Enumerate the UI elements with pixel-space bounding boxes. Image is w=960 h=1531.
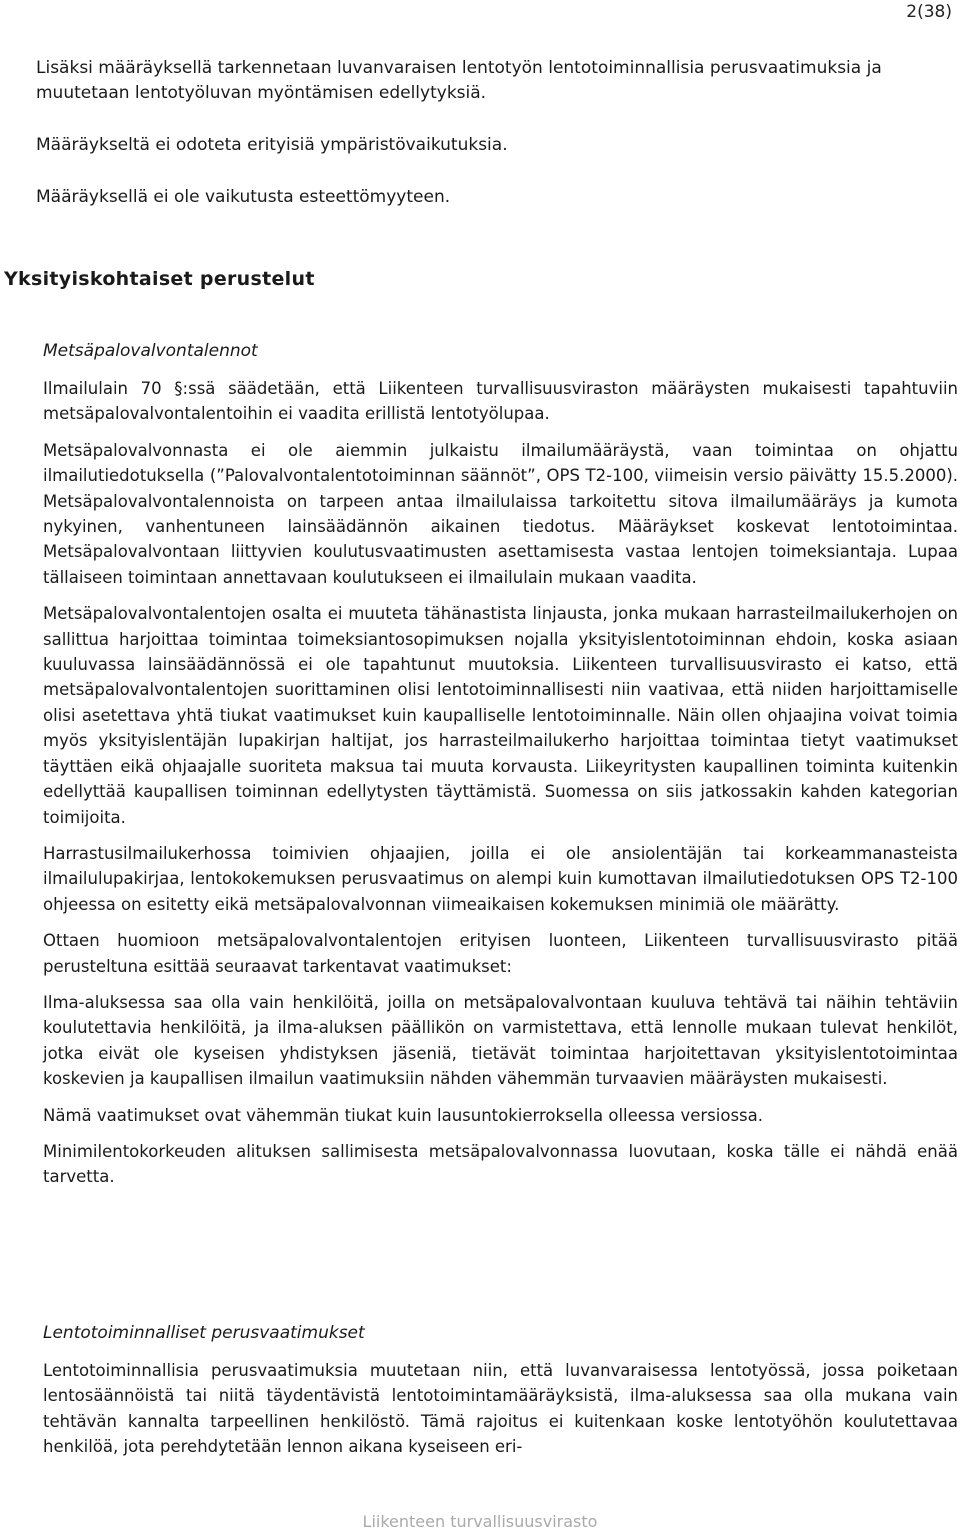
body-paragraph: Minimilentokorkeuden alituksen sallimisesta metsäpalovalvonnassa luovutaan, koska tälle ei nähdä enää tarvetta. [43, 1141, 958, 1187]
section-heading-metsapalovalvontalennot: Metsäpalovalvontalennot [43, 341, 258, 361]
body-paragraph: Lentotoiminnallisia perusvaatimuksia muutetaan niin, että luvanvaraisessa lentotyössä, jossa poiketaan lentosäännöistä tai niitä täydentävistä lentotoimintamääräyksistä, ilma-aluksessa saa olla mukana vain tehtävän kannalta tarpeellinen henkilöstö. Tämä rajoitus ei kuitenkaan koske lentotyöhön koulutettavaa henkilöä, jota perehdytetään lennon aikana kyseiseen eri- [43, 1361, 958, 1457]
body-paragraph: Metsäpalovalvonnasta ei ole aiemmin julkaistu ilmailumääräystä, vaan toimintaa on ohjattu ilmailutiedotuksella (”Palovalvontalentotoiminnan säännöt”, OPS T2-100, viimeisin versio päivätty 15.5.2000). Metsäpalovalvontalennoista on tarpeen antaa ilmailulaissa tarkoitettu sitova ilmailumääräys ja kumota nykyinen, vanhentuneen lainsäädännön aikainen tiedotus. Määräykset koskevat lentotoimintaa. Metsäpalovalvontaan liittyvien koulutusvaatimusten asettamisesta vastaa lentojen toimeksiantaja. Lupaa tällaiseen toimintaan annettavaan koulutukseen ei ilmailulain mukaan vaadita. [43, 440, 958, 587]
page-number: 2(38) [906, 2, 952, 22]
intro-paragraph: Määräyksellä ei ole vaikutusta esteettömyyteen. [36, 187, 451, 207]
section-heading-lentotoiminnalliset-perusvaatimukset: Lentotoiminnalliset perusvaatimukset [43, 1323, 365, 1343]
main-heading: Yksityiskohtaiset perustelut [4, 268, 315, 290]
body-paragraph: Ottaen huomioon metsäpalovalvontalentojen erityisen luonteen, Liikenteen turvallisuusvirasto pitää perusteltuna esittää seuraavat tarkentavat vaatimukset: [43, 931, 958, 976]
body-paragraph: Nämä vaatimukset ovat vähemmän tiukat kuin lausuntokierroksella olleessa versiossa. [43, 1105, 763, 1125]
body-paragraph: Ilmailulain 70 §:ssä säädetään, että Liikenteen turvallisuusviraston määräysten mukaisesti tapahtuviin metsäpalovalvontalentoihin ei vaadita erillistä lentotyölupaa. [43, 379, 958, 424]
body-paragraph: Metsäpalovalvontalentojen osalta ei muuteta tähänastista linjausta, jonka mukaan harrasteilmailukerhojen on sallittua harjoittaa toimintaa toimeksiantosopimuksen nojalla yksityislentotoiminnan ehdoin, koska asiaan kuuluvassa lainsäädännössä ei ole tapahtunut muutoksia. Liikenteen turvallisuusvirasto ei katso, että metsäpalovalvontalentojen suorittaminen olisi lentotoiminnallisesti niin vaativaa, että niiden harjoittamiselle olisi asetettava yhtä tiukat vaatimukset kuin kaupalliselle lentotoiminnalle. Näin ollen ohjaajina voivat toimia myös yksityislentäjän lupakirjan haltijat, jos harrasteilmailukerho harjoittaa toimintaa tietyt vaatimukset täyttäen eikä ohjaajalle suoriteta maksua tai muuta korvausta. Liikeyritysten kaupallinen toiminta kuitenkin edellyttää kaupallisen toiminnan edellytysten täyttämistä. Suomessa on siis jatkossakin kahden kategorian toimijoita. [43, 604, 958, 827]
intro-paragraph: Lisäksi määräyksellä tarkennetaan luvanvaraisen lentotyön lentotoiminnallisia perusvaatimuksia ja muutetaan lentotyöluvan myöntämisen edellytyksiä. [36, 58, 882, 103]
body-paragraph: Ilma-aluksessa saa olla vain henkilöitä, joilla on metsäpalovalvontaan kuuluva tehtävä tai näihin tehtäviin koulutettavia henkilöitä, ja ilma-aluksen päällikön on varmistettava, että lennolle mukaan tulevat henkilöt, jotka eivät ole kyseisen yhdistyksen jäseniä, tietävät toimintaa harjoitettavan yksityislentotoimintaa koskevien ja kaupallisen ilmailun vaatimuksiin nähden vähemmän turvaavien määräysten mukaisesti. [43, 992, 958, 1089]
intro-paragraph: Määräykseltä ei odoteta erityisiä ympäristövaikutuksia. [36, 135, 508, 155]
body-paragraph: Harrastusilmailukerhossa toimivien ohjaajien, joilla ei ole ansiolentäjän tai korkeammanasteista ilmailulupakirjaa, lentokokemuksen perusvaatimus on alempi kuin kumottavan ilmailutiedotuksen OPS T2-100 ohjeessa on esitetty eikä metsäpalovalvonnan viimeaikaisen kokemuksen minimiä ole määrätty. [43, 843, 958, 914]
section-body-metsapalovalvontalennot [43, 376, 958, 1201]
section-body-lentotoiminnalliset-perusvaatimukset [43, 1358, 958, 1471]
intro-block [36, 56, 956, 237]
page-footer: Liikenteen turvallisuusvirasto [362, 1512, 598, 1531]
